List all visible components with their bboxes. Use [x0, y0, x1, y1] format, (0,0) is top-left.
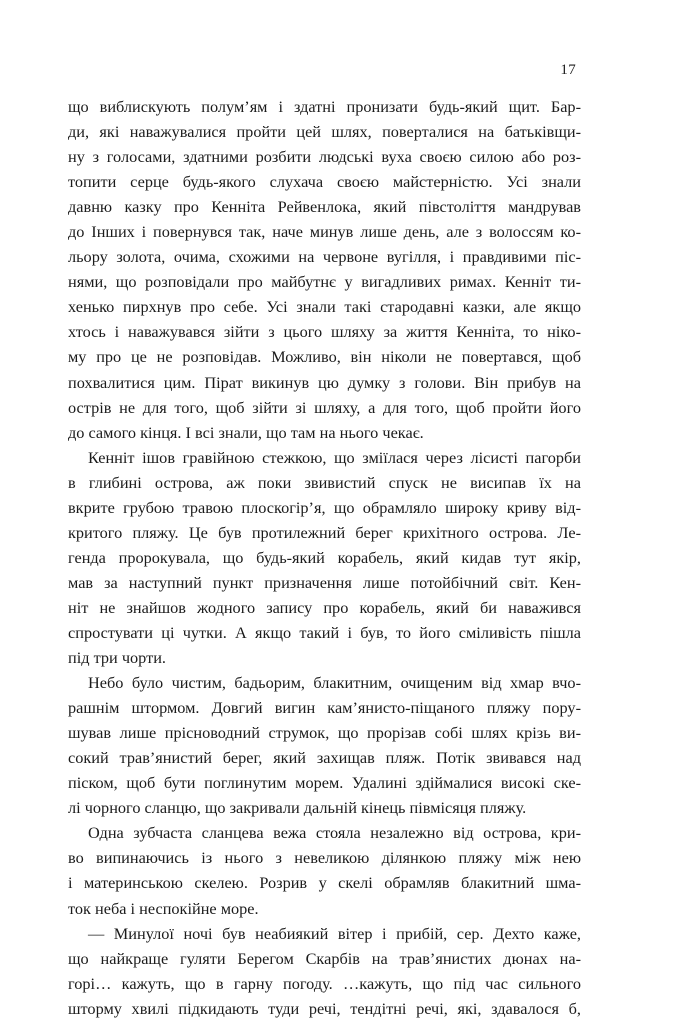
text-line: шторму хвилі підкидають туди речі, тендітні речі, які, здавалося б, — [68, 998, 581, 1018]
text-line: критого пляжу. Це був протилежний берег крихітного острова. Ле- — [68, 522, 581, 542]
text-line: — Минулої ночі був неабиякий вітер і прибій, сер. Дехто каже, — [88, 923, 581, 943]
text-line: ток неба і неспокійне море. — [68, 898, 259, 918]
body-text — [68, 94, 581, 1021]
text-line: піском, щоб бути поглинутим морем. Удалині здіймалися високі ске- — [68, 773, 581, 793]
text-line: лі чорного сланцю, що закривали дальній кінець півмісяця пляжу. — [68, 798, 527, 818]
text-line: нями, що розповідали про майбутнє у вигадливих римах. Кенніт ти- — [68, 272, 581, 292]
text-line: давню казку про Кенніта Рейвенлока, який півстоліття мандрував — [68, 197, 581, 217]
text-line: похвалитися цим. Пірат викинув цю думку з голови. Він прибув на — [68, 372, 581, 392]
text-line: льору золота, очима, схожими на червоне вугілля, і правдивими піс- — [68, 247, 581, 267]
text-line: ну з голосами, здатними розбити людські вуха своєю силою або роз- — [68, 147, 581, 167]
text-line: генда пророкувала, що будь-який корабель, який кидав тут якір, — [68, 547, 581, 567]
text-line: до самого кінця. І всі знали, що там на нього чекає. — [68, 422, 424, 442]
text-line: вкрите грубою травою плоскогір’я, що обрамляло широку криву від- — [68, 497, 581, 517]
text-line: мав за наступний пункт призначення лише потойбічний світ. Кен- — [68, 572, 581, 592]
text-line: рашнім штормом. Довгий вигин кам’янисто-піщаного пляжу пору- — [68, 698, 581, 718]
text-line: спростувати ці чутки. А якщо такий і був, то його сміливість пішла — [68, 622, 581, 642]
text-line: ди, які наважувалися пройти цей шлях, поверталися на батьківщи- — [68, 122, 581, 142]
text-line: шував лише прісноводний струмок, що прорізав собі шлях крізь ви- — [68, 723, 581, 743]
text-line: під три чорти. — [68, 648, 166, 668]
text-line: що виблискують полум’ям і здатні пронизати будь-який щит. Бар- — [68, 97, 581, 116]
text-line: Небо було чистим, бадьорим, блакитним, очищеним від хмар вчо- — [88, 673, 581, 693]
text-line: Кенніт ішов гравійною стежкою, що зміїлася через лісисті пагорби — [88, 447, 581, 467]
text-line: хенько пирхнув про себе. Усі знали такі стародавні казки, але якщо — [68, 297, 581, 317]
text-line: Одна зубчаста сланцева вежа стояла незалежно від острова, кри- — [88, 823, 581, 843]
text-line: в глибині острова, аж поки звивистий спуск не висипав їх на — [68, 472, 581, 492]
text-line: ніт не знайшов жодного запису про корабель, який би наважився — [68, 597, 581, 617]
text-line: і материнською скелею. Розрив у скелі обрамляв блакитний шма- — [68, 873, 581, 893]
text-line: до Інших і повернувся так, наче минув лише день, але з волоссям ко- — [68, 222, 581, 242]
text-line: топити серце будь-якого слухача своєю майстерністю. Усі знали — [68, 172, 581, 192]
text-line: сокий трав’янистий берег, який захищав пляж. Потік звивався над — [68, 748, 581, 768]
text-line: горі… кажуть, що в гарну погоду. …кажуть, що під час сильного — [68, 973, 581, 993]
text-line: острів не для того, щоб зійти зі шляху, а для того, щоб пройти його — [68, 397, 581, 417]
page-number: 17 — [560, 62, 576, 78]
text-line: що найкраще гуляти Берегом Скарбів на трав’янистих дюнах на- — [68, 948, 581, 968]
text-line: хтось і наважувався зійти з цього шляху за життя Кенніта, то ніко- — [68, 322, 581, 342]
text-line: во випинаючись із нього з невеликою ділянкою пляжу між нею — [68, 848, 581, 868]
text-line: му про це не розповідав. Можливо, він ніколи не повертався, щоб — [68, 347, 581, 367]
